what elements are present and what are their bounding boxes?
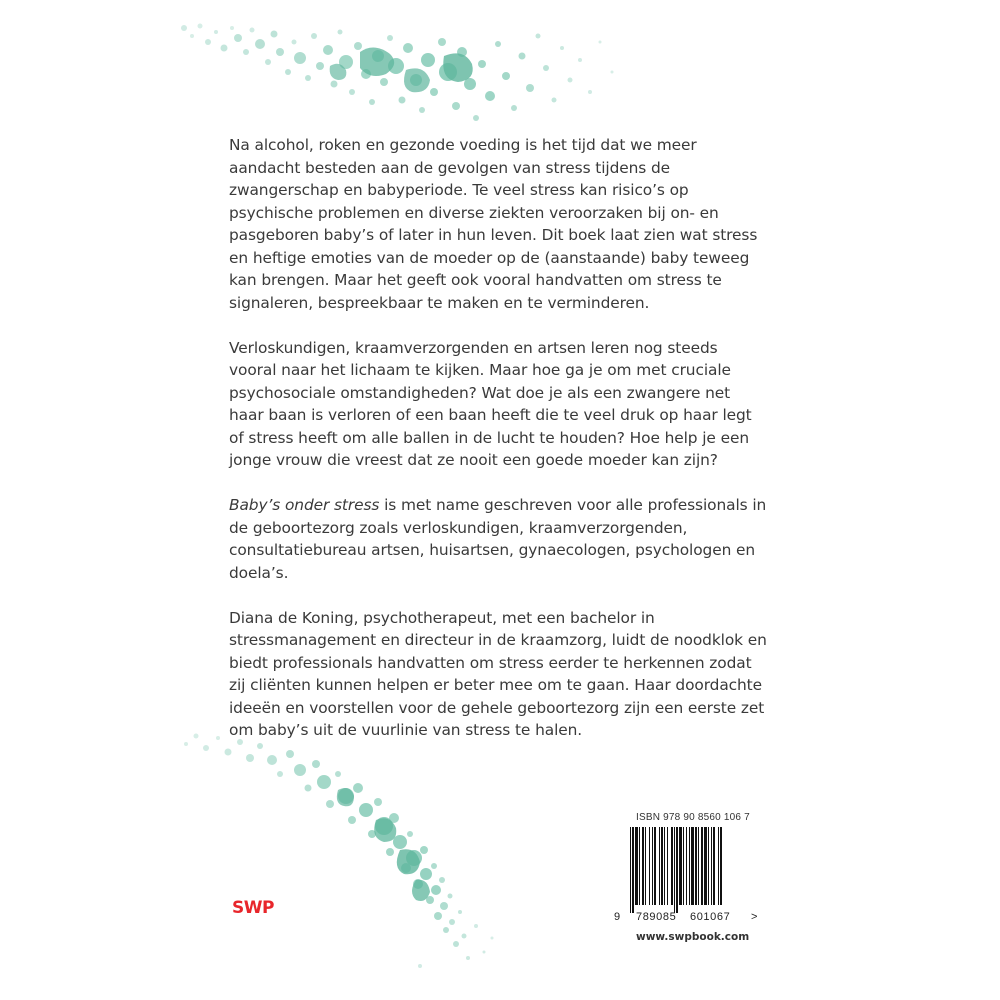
blurb-paragraph-1: Na alcohol, roken en gezonde voeding is het tijd dat we meer aandacht besteden aan de gevolgen van stress tijdens de zwangerschap en babyperiode. Te veel stress kan risico’s op psychische problemen en diverse ziekten veroorzaken bij on- en pasgeboren baby’s of later in hun leven. Dit boek laat zien wat stress en heftige emoties van de moeder op de (aanstaande) baby teweeg kan brengen. Maar het geeft ook vooral handvatten om stress te signaleren, bespreekbaar te maken en te verminderen. bbox=[229, 136, 758, 312]
barcode-bar bbox=[649, 827, 650, 905]
barcode-bar bbox=[664, 827, 665, 905]
barcode-bar bbox=[689, 827, 690, 905]
barcode-bar bbox=[713, 827, 715, 905]
barcode-bar bbox=[698, 827, 699, 905]
barcode-bar bbox=[704, 827, 707, 905]
barcode-bar bbox=[632, 827, 634, 913]
barcode-bar bbox=[659, 827, 660, 905]
barcode-bar bbox=[645, 827, 646, 905]
barcode-bar bbox=[701, 827, 703, 905]
book-back-cover bbox=[180, 22, 796, 980]
blurb-paragraph-3-rest: is met name geschreven voor alle professionals in de geboortezorg zoals verloskundigen, kraamverzorgenden, consultatiebureau artsen, huisartsen, gynaecologen, psychologen en doela’s. bbox=[229, 496, 767, 582]
back-cover-blurb bbox=[229, 134, 769, 764]
barcode-bar bbox=[691, 827, 694, 905]
publisher-logo: SWP bbox=[232, 898, 274, 918]
blurb-paragraph-4: Diana de Koning, psychotherapeut, met een bachelor in stressmanagement en directeur in de kraamzorg, luidt de noodklok en biedt professionals handvatten om stress eerder te herkennen zodat zij cliënten kunnen helpen er beter mee om te gaan. Haar doordachte ideeën en voorstellen voor de gehele geboortezorg zijn een eerste zet om baby’s uit de vuurlinie van stress te halen. bbox=[229, 608, 767, 739]
barcode-first-digit: 9 bbox=[614, 911, 621, 923]
book-title-italic: Baby’s onder stress bbox=[229, 496, 380, 514]
paint-splatter-bottom bbox=[180, 730, 510, 980]
blurb-paragraph-2: Verloskundigen, kraamverzorgenden en artsen leren nog steeds vooral naar het lichaam te kijken. Maar hoe ga je om met cruciale psychosociale omstandigheden? Wat doe je als een zwangere net haar baan is verloren of een baan heeft die te veel druk op haar legt of stress heeft om alle ballen in de lucht te houden? Hoe help je een jonge vrouw die vreest dat ze nooit een goede moeder kan zijn? bbox=[229, 338, 752, 469]
barcode-bar bbox=[686, 827, 687, 905]
barcode-bar bbox=[671, 827, 673, 905]
barcode-digits bbox=[610, 911, 760, 925]
barcode-right-digits: 601067 bbox=[690, 911, 731, 923]
barcode-bar bbox=[654, 827, 656, 905]
barcode-bar bbox=[683, 827, 684, 905]
barcode-bar bbox=[674, 827, 675, 913]
barcode-bar bbox=[639, 827, 640, 905]
barcode-bar bbox=[652, 827, 653, 905]
barcode-bar bbox=[720, 827, 722, 905]
barcode-block bbox=[610, 812, 760, 943]
barcode-bar bbox=[708, 827, 709, 905]
barcode-bar bbox=[711, 827, 712, 905]
barcode bbox=[610, 827, 760, 913]
isbn-label: ISBN 978 90 8560 106 7 bbox=[636, 812, 750, 823]
barcode-bar bbox=[695, 827, 697, 905]
barcode-bar bbox=[661, 827, 663, 905]
barcode-bar bbox=[679, 827, 682, 905]
barcode-bar bbox=[667, 827, 668, 905]
barcode-bar bbox=[676, 827, 678, 913]
barcode-bar bbox=[635, 827, 638, 905]
barcode-arrow: > bbox=[751, 911, 759, 923]
paint-splatter-top bbox=[180, 22, 796, 132]
barcode-left-digits: 789085 bbox=[636, 911, 677, 923]
barcode-bar bbox=[630, 827, 631, 913]
blurb-paragraph-3 bbox=[229, 494, 769, 584]
publisher-website: www.swpbook.com bbox=[636, 931, 750, 943]
barcode-bar bbox=[642, 827, 644, 905]
barcode-bar bbox=[718, 827, 719, 905]
